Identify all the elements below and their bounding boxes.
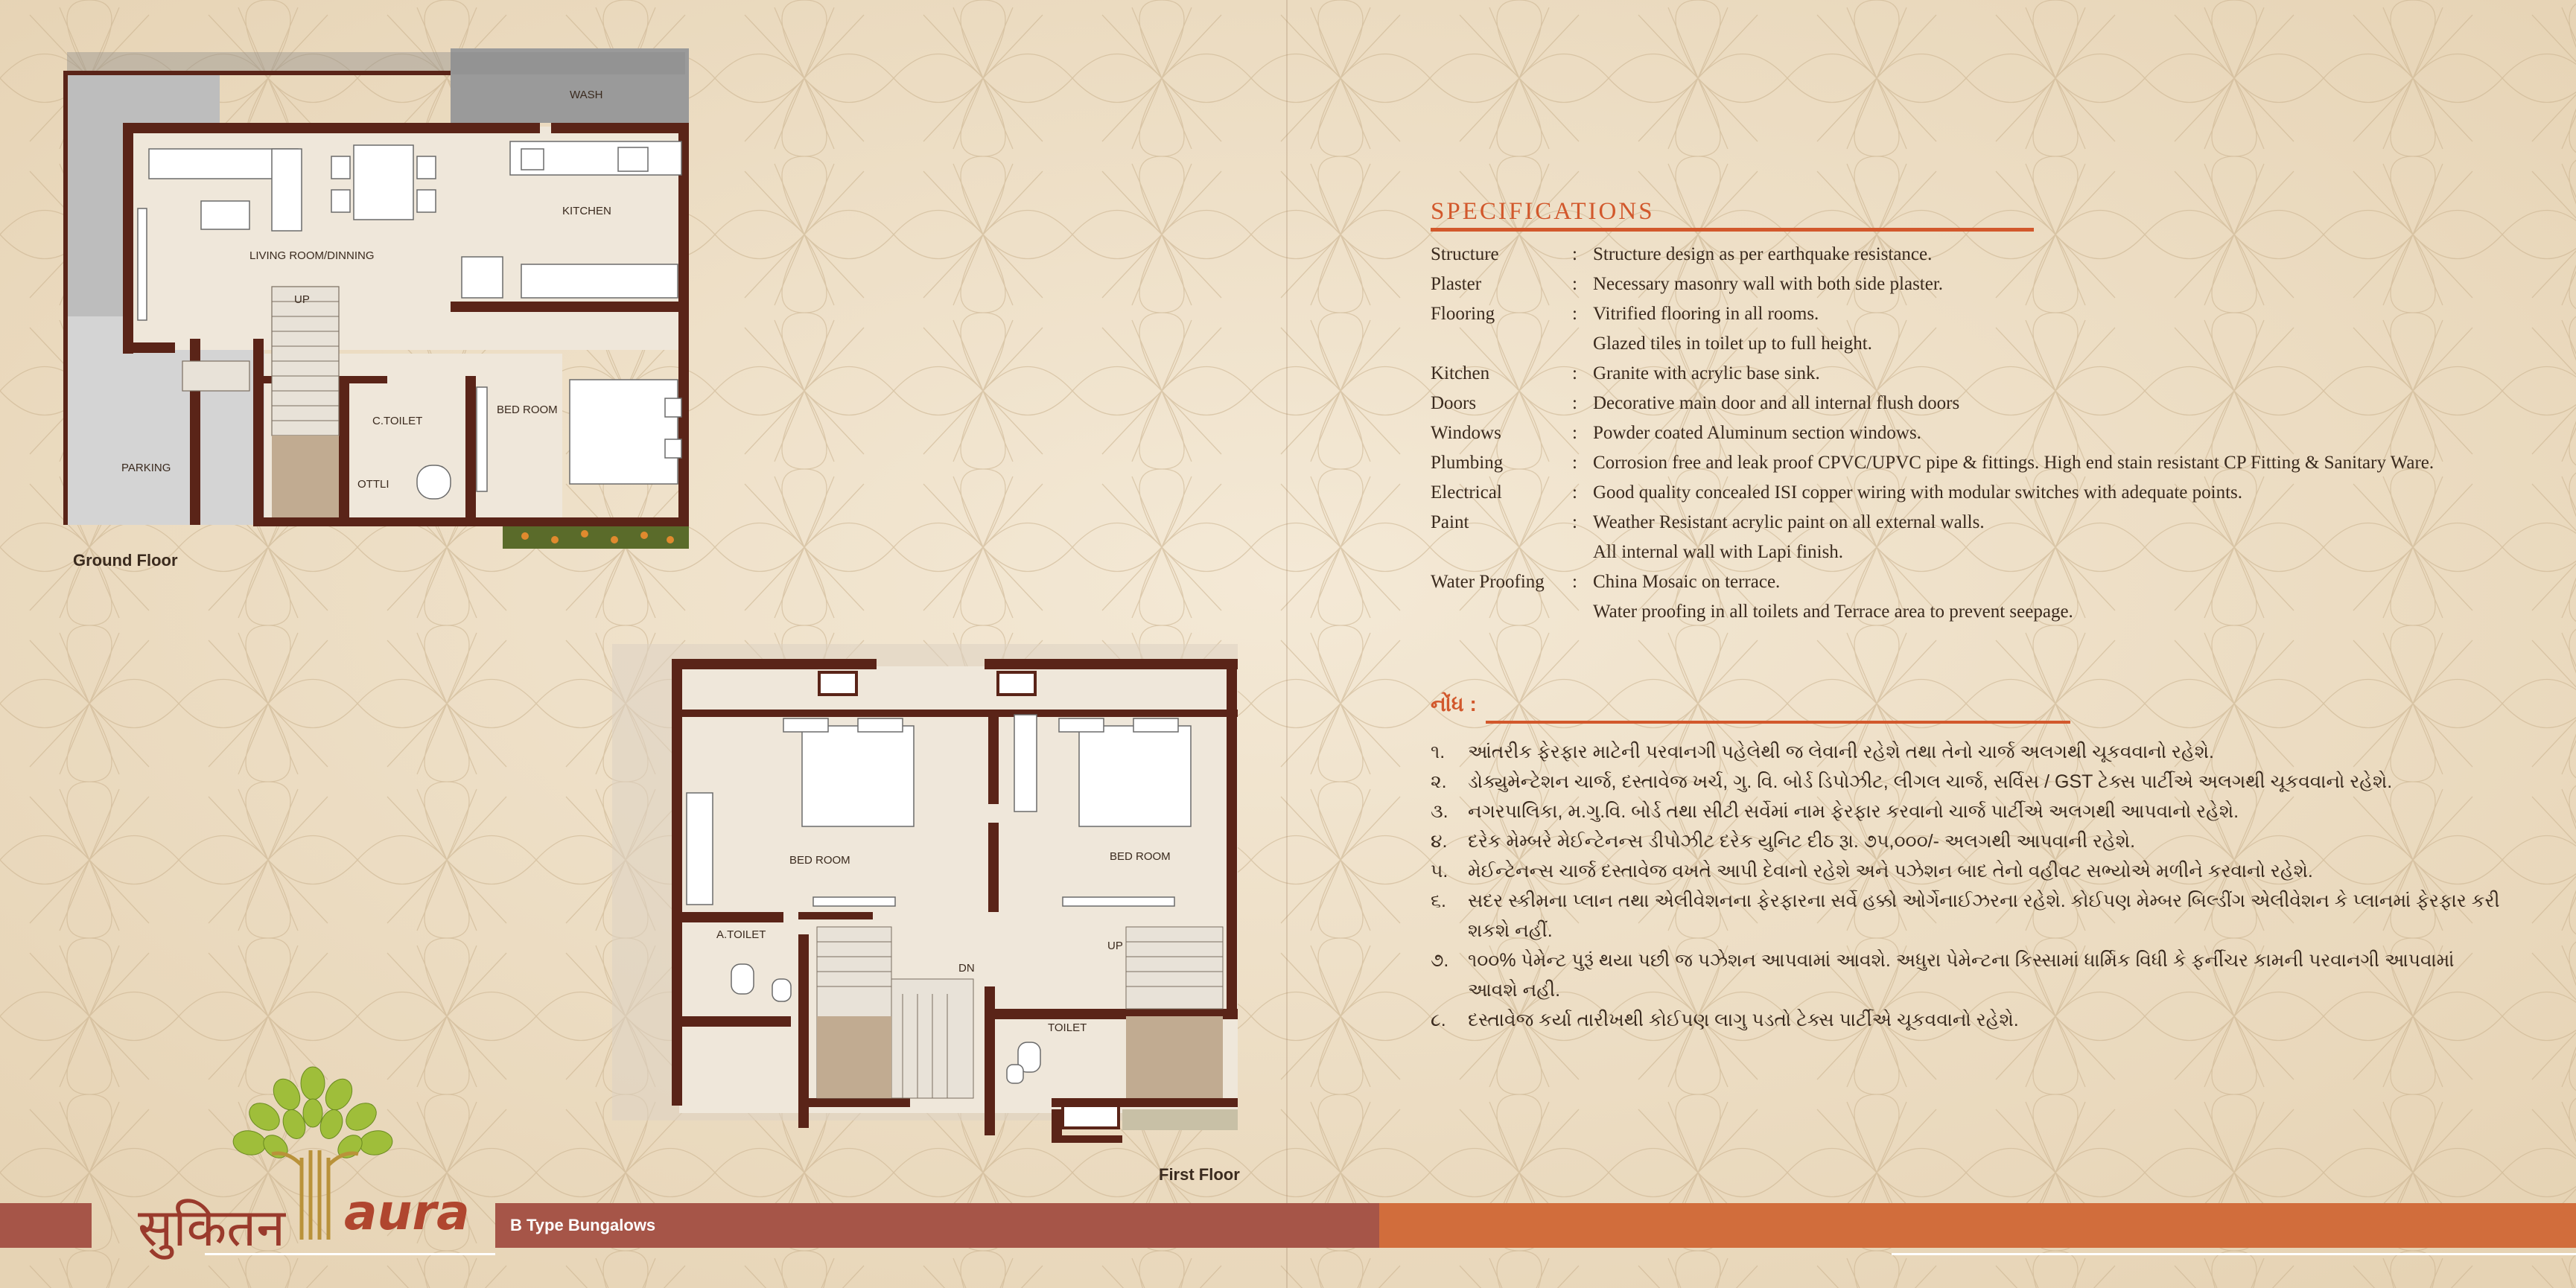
spec-label: Paint [1431, 512, 1469, 532]
spec-value: Granite with acrylic base sink. [1593, 363, 1820, 383]
parking-label: PARKING [121, 462, 171, 474]
spec-value: Corrosion free and leak proof CPVC/UPVC pipe & fittings. High end stain resistant CP Fitting & Sanitary Ware. [1593, 453, 2435, 473]
spec-row-electrical: Electrical : Good quality concealed ISI copper wiring with modular switches with adequate points. [1431, 478, 2533, 508]
spec-row-plumbing: Plumbing : Corrosion free and leak proof CPVC/UPVC pipe & fittings. High end stain resistant CP Fitting & Sanitary Ware. [1431, 448, 2533, 478]
spec-value: Powder coated Aluminum section windows. [1593, 423, 1921, 443]
spec-row-flooring-cont [1431, 329, 2533, 359]
spec-row-windows: Windows : Powder coated Aluminum section windows. [1431, 418, 2533, 448]
spec-label: Structure [1431, 244, 1499, 264]
kitchen-label: KITCHEN [562, 205, 611, 217]
ground-floor-label: Ground Floor [73, 551, 178, 570]
spec-label: Windows [1431, 423, 1501, 443]
note-item: ૧. આંતરીક ફેરફાર માટેની પરવાનગી પહેલેથી જ લેવાની રહેશે તથા તેનો ચાર્જ અલગથી ચૂકવવાનો રહેશે. [1431, 742, 2214, 762]
logo-brand-hindi: सुकितन [138, 1197, 285, 1258]
spec-value: Weather Resistant acrylic paint on all external walls. [1593, 512, 1985, 532]
wash-label: WASH [570, 89, 603, 101]
note-item: ૮. દસ્તાવેજ કર્યા તારીખથી કોઈપણ લાગુ પડતો ટેક્સ પાર્ટીએ ચૂકવવાનો રહેશે. [1431, 1010, 2019, 1030]
specifications-heading: SPECIFICATIONS [1431, 198, 1655, 225]
footer-band-left [0, 1203, 92, 1248]
spec-row-doors: Doors : Decorative main door and all internal flush doors [1431, 389, 2533, 418]
footer-line-right [1892, 1253, 2576, 1255]
specifications-divider [1431, 228, 2034, 232]
note-item: ૩. નગરપાલિકા, મ.ગુ.વિ. બોર્ડ તથા સીટી સર્વેમાં નામ ફેરફાર કરવાનો ચાર્જ પાર્ટીએ અલગથી આપવાનો રહેશે. [1431, 801, 2239, 822]
ctoilet-label: C.TOILET [372, 415, 423, 427]
logo-brand-aura: aura [344, 1184, 470, 1241]
spec-label: Kitchen [1431, 363, 1490, 383]
spec-value: China Mosaic on terrace. [1593, 572, 1781, 592]
spec-label: Flooring [1431, 304, 1495, 324]
spec-row-plaster: Plaster : Necessary masonry wall with both side plaster. [1431, 270, 2533, 299]
spec-label: Electrical [1431, 482, 1502, 503]
spec-row-waterproofing: Water Proofing : China Mosaic on terrace. [1431, 567, 2533, 597]
footer-band-right [1379, 1203, 2576, 1248]
spec-value: Vitrified flooring in all rooms. [1593, 304, 1819, 324]
dn-label: DN [958, 962, 975, 975]
spec-label [1431, 597, 1572, 627]
first-bedroom2-label: BED ROOM [1110, 850, 1171, 863]
spec-label [1431, 538, 1572, 567]
living-label: LIVING ROOM/DINNING [249, 249, 375, 262]
spec-row-paint: Paint : Weather Resistant acrylic paint on all external walls. [1431, 508, 2533, 538]
spec-value: All internal wall with Lapi finish. [1593, 542, 1844, 562]
page-fold [1286, 0, 1288, 1288]
spec-label: Plumbing [1431, 453, 1504, 473]
ottli-label: OTTLI [357, 478, 389, 491]
spec-row-paint-cont [1431, 538, 2533, 567]
spec-value: Structure design as per earthquake resistance. [1593, 244, 1933, 264]
spec-row-kitchen: Kitchen : Granite with acrylic base sink. [1431, 359, 2533, 389]
note-item: ૭. ૧૦૦% પેમેન્ટ પુરૂં થયા પછી જ પઝેશન આપવામાં આવશે. અધુરા પેમેન્ટના કિસ્સામાં ધાર્મિક વિધી કે ફર્નીચર કામની પરવાનગી આપવામાં આવશે નહી. [1431, 950, 2455, 1001]
ground-bedroom-label: BED ROOM [497, 404, 558, 416]
spec-value: Water proofing in all toilets and Terrace area to prevent seepage. [1593, 602, 2073, 622]
spec-value: Good quality concealed ISI copper wiring with modular switches with adequate points. [1593, 482, 2243, 503]
spec-value: Decorative main door and all internal flush doors [1593, 393, 1960, 413]
first-toilet-label: TOILET [1048, 1021, 1087, 1034]
first-floor-label: First Floor [1159, 1165, 1240, 1184]
first-floor-plan [612, 622, 1245, 1143]
spec-value: Necessary masonry wall with both side plaster. [1593, 274, 1944, 294]
notes-divider [1486, 721, 2070, 724]
spec-label: Doors [1431, 393, 1477, 413]
specifications-list [1431, 240, 2533, 627]
footer-project-type: B Type Bungalows [510, 1216, 656, 1234]
spec-label: Plaster [1431, 274, 1482, 294]
spec-row-flooring: Flooring : Vitrified flooring in all rooms. [1431, 299, 2533, 329]
first-up-label: UP [1107, 940, 1123, 952]
first-bedroom1-label: BED ROOM [789, 854, 850, 867]
note-item: ૬. સદર સ્કીમના પ્લાન તથા એલીવેશનના ફેરફારના સર્વે હક્કો ઓર્ગેનાઈઝરના રહેશે. કોઈપણ મેમ્બર બિલ્ડીંગ એલીવેશન કે પ્લાનમાં ફેરફાર કરી શકશે નહીં. [1431, 890, 2500, 941]
spec-value: Glazed tiles in toilet up to full height. [1593, 334, 1872, 354]
note-item: ૨. ડોક્યુમેન્ટેશન ચાર્જ, દસ્તાવેજ ખર્ચ, ગુ. વિ. બોર્ડ ડિપોઝીટ, લીગલ ચાર્જ, સર્વિસ / GST ટેક્સ પાર્ટીએ અલગથી ચૂકવવાનો રહેશે. [1431, 771, 2393, 792]
ground-floor-plan [63, 48, 704, 562]
note-item: ૫. મેઈન્ટેનન્સ ચાર્જ દસ્તાવેજ વખતે આપી દેવાનો રહેશે અને પઝેશન બાદ તેનો વહીવટ સભ્યોએ મળીને કરવાનો રહેશે. [1431, 861, 2313, 881]
spec-row-structure: Structure : Structure design as per earthquake resistance. [1431, 240, 2533, 270]
note-item: ૪. દરેક મેમ્બરે મેઈન્ટેનન્સ ડીપોઝીટ દરેક યુનિટ દીઠ રૂા. ૭૫,૦૦૦/- અલગથી આપવાની રહેશે. [1431, 831, 2136, 852]
notes-list [1431, 737, 2503, 1035]
notes-heading: નોંધ : [1431, 692, 1477, 715]
spec-label [1431, 329, 1572, 359]
spec-row-waterproofing-cont [1431, 597, 2533, 627]
ground-up-label: UP [294, 293, 310, 306]
atoilet-label: A.TOILET [716, 928, 766, 941]
spec-label: Water Proofing [1431, 572, 1545, 592]
